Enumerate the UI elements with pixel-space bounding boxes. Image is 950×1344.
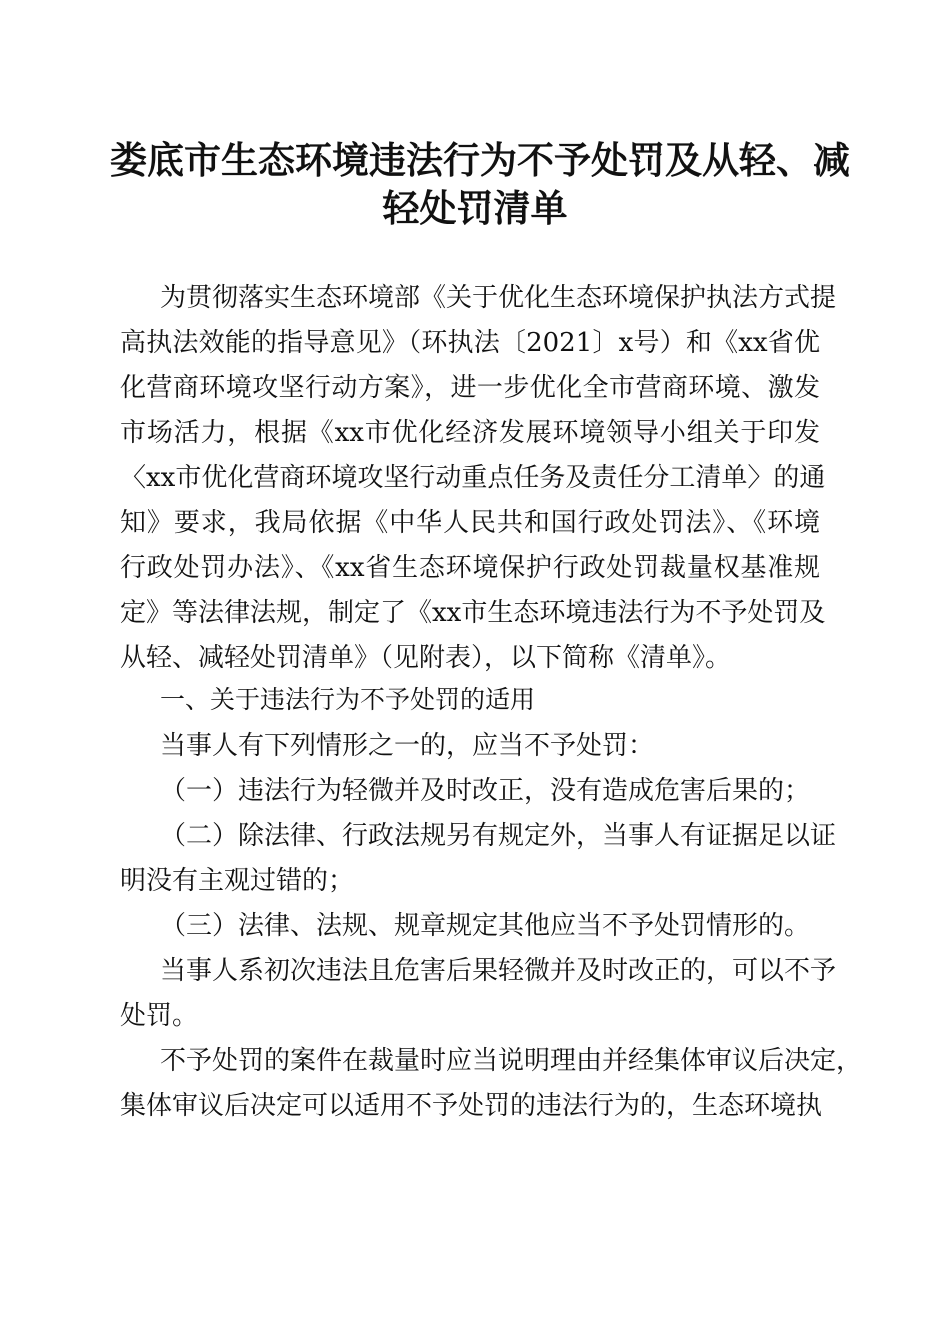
intro-paragraph-line: 〈xx市优化营商环境攻坚行动重点任务及责任分工清单〉的通 [120,463,826,493]
intro-paragraph-line: 高执法效能的指导意见》（环执法〔2021〕x号）和《xx省优 [120,328,820,358]
list-item-line: （二）除法律、行政法规另有规定外，当事人有证据足以证 [160,821,837,851]
intro-paragraph-line: 定》等法律法规，制定了《xx市生态环境违法行为不予处罚及 [120,598,826,628]
intro-paragraph-line: 为贯彻落实生态环境部《关于优化生态环境保护执法方式提 [160,283,837,313]
intro-paragraph-line: 知》要求，我局依据《中华人民共和国行政处罚法》、《环境 [120,508,820,538]
body-text-line: 当事人有下列情形之一的，应当不予处罚： [160,731,655,761]
intro-paragraph-line: 市场活力，根据《xx市优化经济发展环境领导小组关于印发 [120,418,820,448]
body-text-line: 当事人系初次违法且危害后果轻微并及时改正的，可以不予 [160,956,837,986]
list-item-line: （三）法律、法规、规章规定其他应当不予处罚情形的。 [160,911,811,941]
body-text-line: 处罚。 [120,1001,199,1031]
list-item-line: 明没有主观过错的； [120,866,355,896]
intro-paragraph-line: 行政处罚办法》、《xx省生态环境保护行政处罚裁量权基准规 [120,553,820,583]
section-heading: 一、关于违法行为不予处罚的适用 [160,685,536,714]
document-title-line-2: 轻处罚清单 [382,186,568,230]
body-text-line: 集体审议后决定可以适用不予处罚的违法行为的，生态环境执 [120,1091,823,1121]
list-item-line: （一）违法行为轻微并及时改正，没有造成危害后果的； [160,776,811,806]
body-text-line: 不予处罚的案件在裁量时应当说明理由并经集体审议后决定， [160,1046,863,1076]
intro-paragraph-line: 从轻、减轻处罚清单》（见附表），以下简称《清单》。 [120,643,732,673]
document-title-line-1: 娄底市生态环境违法行为不予处罚及从轻、减 [110,138,850,182]
intro-paragraph-line: 化营商环境攻坚行动方案》，进一步优化全市营商环境、激发 [120,373,820,403]
